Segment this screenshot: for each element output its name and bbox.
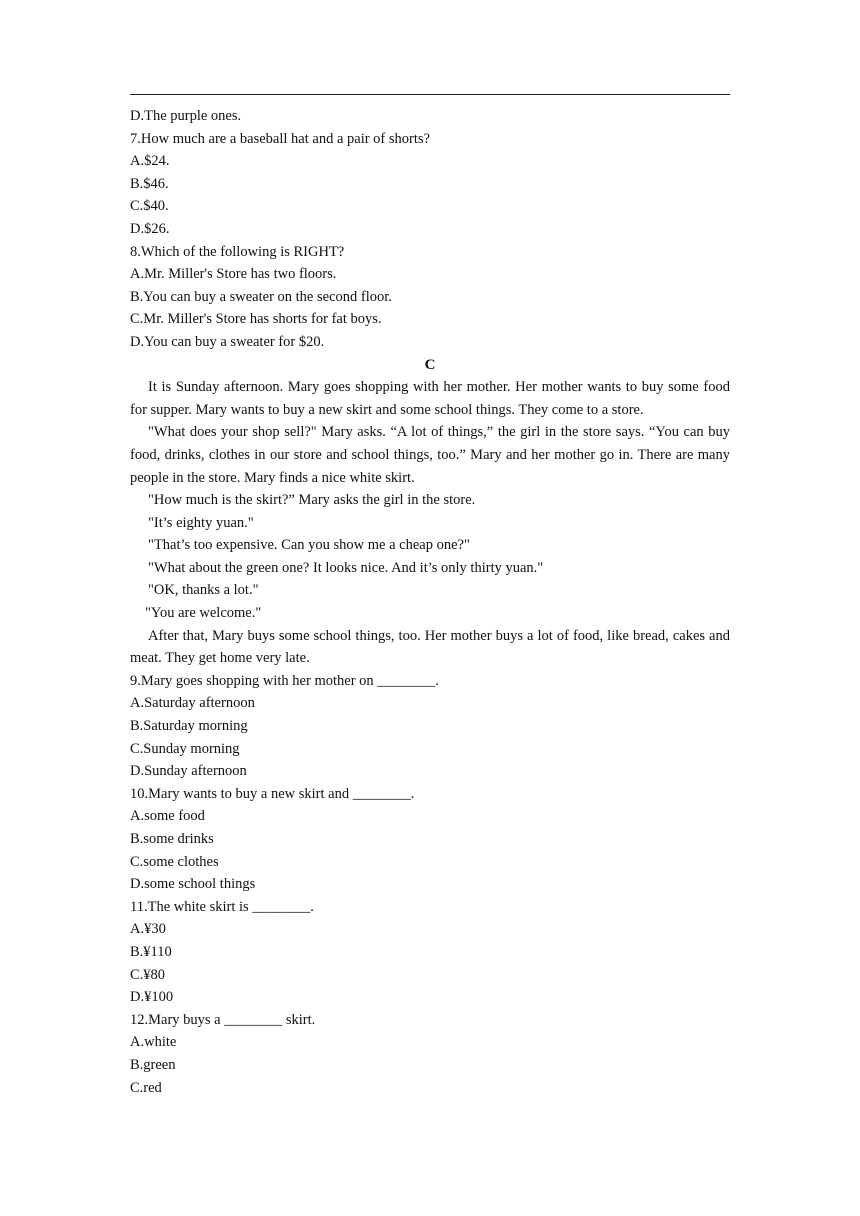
question-8-option-c: C.Mr. Miller's Store has shorts for fat boys. [130, 311, 382, 328]
page-content [130, 105, 730, 1099]
question-12-text: 12.Mary buys a ________ skirt. [130, 1011, 316, 1028]
passage-paragraph-3: After that, Mary buys some school things, too. Her mother buys a lot of food, like bread, cakes and meat. They get home very late. [130, 627, 730, 667]
question-9-option-b: B.Saturday morning [130, 718, 248, 735]
question-10-option-b: B.some drinks [130, 831, 214, 847]
question-7-option-a: A.$24. [130, 153, 170, 170]
section-c-heading: C [424, 356, 436, 373]
question-9-text: 9.Mary goes shopping with her mother on ________. [130, 672, 439, 689]
passage-paragraph-1: It is Sunday afternoon. Mary goes shopping with her mother. Her mother wants to buy some food for supper. Mary wants to buy a new skirt and some school things. They come to a store. [130, 379, 730, 418]
question-7-option-b: B.$46. [130, 175, 169, 192]
question-12-option-b: B.green [130, 1056, 176, 1073]
question-11-option-b: B.¥110 [130, 943, 172, 960]
dialogue-line: "That’s too expensive. Can you show me a cheap one?" [148, 537, 470, 554]
question-8-option-a: A.Mr. Miller's Store has two floors. [130, 266, 337, 283]
question-7-text: 7.How much are a baseball hat and a pair of shorts? [130, 130, 430, 147]
question-12-option-a: A.white [130, 1034, 177, 1051]
question-11-option-c: C.¥80 [130, 966, 166, 983]
question-8-option-b: B.You can buy a sweater on the second floor. [130, 288, 392, 305]
question-10-text: 10.Mary wants to buy a new skirt and ________. [130, 785, 415, 802]
question-8-text: 8.Which of the following is RIGHT? [130, 243, 345, 260]
question-7-option-d: D.$26. [130, 220, 170, 237]
passage-paragraph-2: "What does your shop sell?" Mary asks. “A lot of things,” the girl in the store says. “You can buy food, drinks, clothes in our store and school things, too.” Mary and her mother go in. There are many people in the store. Mary finds a nice white skirt. [130, 424, 730, 486]
question-10-option-a: A.some food [130, 808, 205, 825]
question-11-option-d: D.¥100 [130, 989, 174, 1006]
dialogue-line: "You are welcome." [145, 605, 262, 622]
header-rule [130, 94, 730, 95]
dialogue-line: "It’s eighty yuan." [148, 514, 254, 531]
question-11-option-a: A.¥30 [130, 921, 166, 938]
question-9-option-d: D.Sunday afternoon [130, 763, 247, 780]
question-8-option-d: D.You can buy a sweater for $20. [130, 333, 325, 350]
question-9-option-a: A.Saturday afternoon [130, 695, 255, 712]
question-12-option-c: C.red [130, 1079, 162, 1096]
question-6-option-d: D.The purple ones. [130, 108, 242, 124]
question-9-option-c: C.Sunday morning [130, 740, 240, 757]
dialogue-line: "How much is the skirt?” Mary asks the girl in the store. [148, 492, 476, 509]
question-10-option-c: C.some clothes [130, 853, 219, 870]
dialogue-line: "What about the green one? It looks nice. And it’s only thirty yuan." [148, 559, 544, 576]
dialogue-line: "OK, thanks a lot." [148, 582, 259, 599]
question-7-option-c: C.$40. [130, 198, 169, 215]
question-10-option-d: D.some school things [130, 876, 256, 893]
question-11-text: 11.The white skirt is ________. [130, 898, 314, 915]
